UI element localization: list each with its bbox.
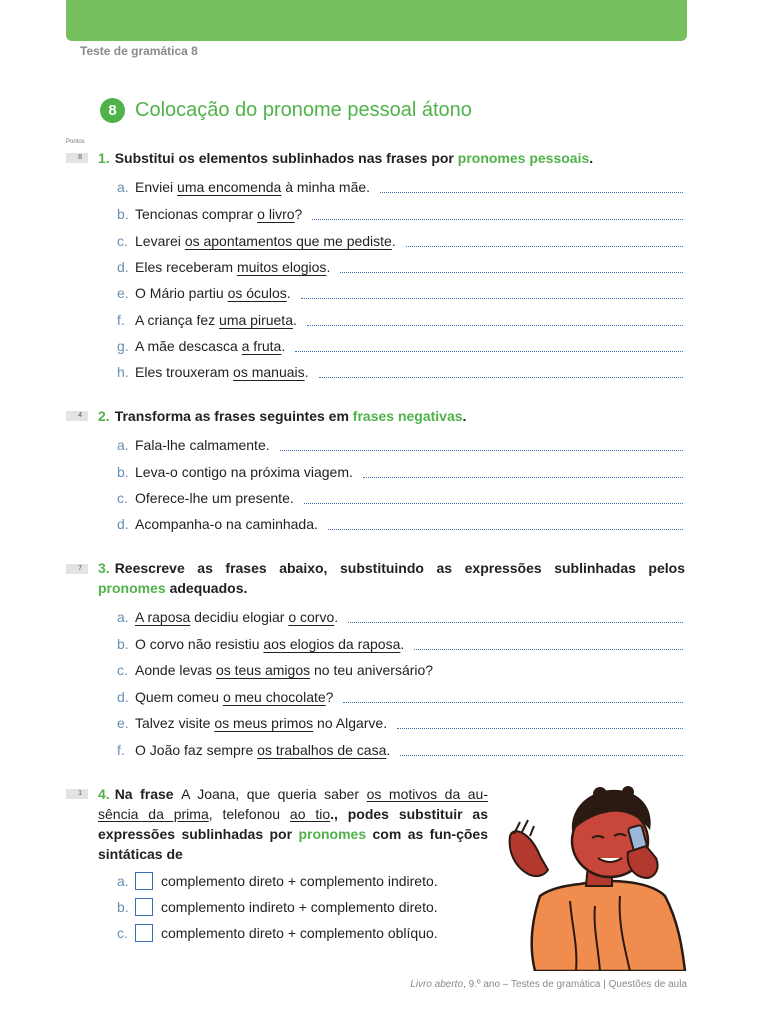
person-on-phone-illustration: [500, 786, 690, 971]
item-text: A criança fez uma pirueta.: [135, 312, 297, 328]
option-text: complemento indireto + complemento direto.: [161, 899, 438, 915]
q2-heading: [98, 406, 685, 426]
item-text: Eles receberam muitos elogios.: [135, 259, 331, 275]
q1-item-d: [117, 256, 683, 276]
checkbox[interactable]: [135, 898, 153, 916]
option-text: complemento direto + complemento oblíquo.: [161, 925, 438, 941]
q4-underline-1: os motivos da au-: [366, 786, 488, 802]
q4-underline-2: ao tio: [289, 806, 331, 822]
q4-highlight: pronomes: [298, 826, 367, 842]
answer-line[interactable]: [280, 450, 683, 451]
option-letter: a.: [117, 873, 129, 889]
answer-line[interactable]: [304, 503, 683, 504]
q4-bold-b: ., podes substituir as expressões sublinhadas por: [98, 806, 489, 842]
item-text: Tencionas comprar o livro?: [135, 206, 303, 222]
q3-item-e: [117, 712, 683, 732]
q2-item-b: [117, 461, 683, 481]
answer-line[interactable]: [414, 649, 683, 650]
q4-points-badge: 1: [66, 789, 88, 799]
q2-item-c: [117, 487, 683, 507]
item-text: Eles trouxeram os manuais.: [135, 364, 309, 380]
q2-text-a: Transforma as frases seguintes em: [114, 408, 353, 424]
top-color-band: [66, 0, 687, 41]
q3-item-c: [117, 659, 683, 679]
q3-highlight: pronomes: [98, 580, 166, 596]
q2-text-b: .: [462, 408, 467, 424]
option-letter: b.: [117, 899, 129, 915]
answer-line[interactable]: [301, 298, 683, 299]
answer-line[interactable]: [363, 477, 683, 478]
answer-line[interactable]: [340, 272, 683, 273]
answer-line[interactable]: [400, 755, 683, 756]
q4-sentence-b: , telefonou: [208, 806, 290, 822]
answer-line[interactable]: [319, 377, 683, 378]
item-text: Quem comeu o meu chocolate?: [135, 689, 334, 705]
checkbox[interactable]: [135, 872, 153, 890]
q4-option-c: [117, 923, 438, 943]
item-text: Leva-o contigo na próxima viagem.: [135, 464, 353, 480]
q1-highlight: pronomes pessoais: [457, 150, 590, 166]
q4-bold-a: Na frase: [114, 786, 182, 802]
item-letter: d.: [117, 689, 129, 705]
q3-text-b: adequados.: [165, 580, 248, 596]
item-letter: h.: [117, 364, 129, 380]
q3-text-a: Reescreve as frases abaixo, substituindo as expressões sublinhadas pelos: [114, 560, 685, 576]
q3-item-f: [117, 739, 683, 759]
item-letter: a.: [117, 179, 129, 195]
item-letter: d.: [117, 516, 129, 532]
section-title: [100, 98, 472, 123]
item-text: Enviei uma encomenda à minha mãe.: [135, 179, 371, 195]
item-text: O Mário partiu os óculos.: [135, 285, 291, 301]
q1-item-c: [117, 230, 683, 250]
answer-line[interactable]: [307, 325, 683, 326]
item-letter: b.: [117, 206, 129, 222]
q1-item-g: [117, 335, 683, 355]
section-number-badge: 8: [100, 98, 125, 123]
page-footer: [410, 979, 687, 990]
option-letter: c.: [117, 925, 128, 941]
checkbox[interactable]: [135, 924, 153, 942]
footer-rest: , 9.º ano – Testes de gramática | Questões de aula: [463, 979, 687, 990]
footer-book-title: Livro aberto: [410, 979, 464, 990]
q2-number: 2.: [98, 408, 110, 424]
q4-bold-c: com as fun-ções sintáticas de: [98, 826, 488, 862]
item-text: A raposa decidiu elogiar o corvo.: [135, 609, 339, 625]
q4-number: 4.: [98, 786, 110, 802]
item-letter: e.: [117, 285, 129, 301]
q1-item-f: [117, 309, 683, 329]
item-letter: g.: [117, 338, 129, 354]
item-text: O corvo não resistiu aos elogios da raposa.: [135, 636, 405, 652]
page-title: Colocação do pronome pessoal átono: [135, 99, 472, 121]
answer-line[interactable]: [397, 728, 683, 729]
q2-highlight: frases negativas: [352, 408, 463, 424]
item-letter: b.: [117, 636, 129, 652]
q4-heading: [98, 784, 488, 864]
points-column-label: Pontos: [66, 139, 85, 145]
q1-item-e: [117, 282, 683, 302]
item-letter: f.: [117, 312, 125, 328]
q1-item-b: [117, 203, 683, 223]
q1-item-a: [117, 176, 683, 196]
q3-number: 3.: [98, 560, 110, 576]
item-text: Talvez visite os meus primos no Algarve.: [135, 715, 388, 731]
item-text: A mãe descasca a fruta.: [135, 338, 286, 354]
item-text: O João faz sempre os trabalhos de casa.: [135, 742, 391, 758]
q4-option-a: [117, 871, 438, 891]
answer-line[interactable]: [348, 622, 683, 623]
item-letter: c.: [117, 233, 128, 249]
answer-line[interactable]: [380, 192, 683, 193]
q4-option-b: [117, 897, 438, 917]
running-head: Teste de gramática 8: [80, 44, 198, 58]
item-letter: e.: [117, 715, 129, 731]
q4-sentence-a: A Joana, que queria saber: [181, 786, 367, 802]
q3-points-badge: 7: [66, 564, 88, 574]
item-text: Levarei os apontamentos que me pediste.: [135, 233, 396, 249]
item-text: Acompanha-o na caminhada.: [135, 516, 318, 532]
item-text: Fala-lhe calmamente.: [135, 437, 270, 453]
answer-line[interactable]: [295, 351, 683, 352]
option-text: complemento direto + complemento indireto.: [161, 873, 438, 889]
q2-item-d: [117, 513, 683, 533]
q3-item-d: [117, 686, 683, 706]
item-text: Oferece-lhe um presente.: [135, 490, 294, 506]
q2-points-badge: 4: [66, 411, 88, 421]
item-text: Aonde levas os teus amigos no teu aniversário?: [135, 662, 434, 678]
answer-line[interactable]: [328, 529, 683, 530]
q1-item-h: [117, 361, 683, 381]
q1-number: 1.: [98, 150, 110, 166]
answer-line[interactable]: [406, 246, 683, 247]
q3-heading: [98, 558, 685, 598]
item-letter: c.: [117, 490, 128, 506]
item-letter: a.: [117, 609, 129, 625]
item-letter: b.: [117, 464, 129, 480]
q2-item-a: [117, 434, 683, 454]
q1-text-a: Substitui os elementos sublinhados nas frases por: [114, 150, 458, 166]
item-letter: f.: [117, 742, 125, 758]
item-letter: a.: [117, 437, 129, 453]
q1-points-badge: 8: [66, 153, 88, 163]
answer-line[interactable]: [343, 702, 683, 703]
item-letter: c.: [117, 662, 128, 678]
q1-heading: [98, 148, 685, 168]
q4-underline-1b: sência da prima: [98, 806, 209, 822]
q1-text-b: .: [589, 150, 594, 166]
answer-line[interactable]: [312, 219, 683, 220]
q3-item-a: [117, 606, 683, 626]
item-letter: d.: [117, 259, 129, 275]
q3-item-b: [117, 633, 683, 653]
